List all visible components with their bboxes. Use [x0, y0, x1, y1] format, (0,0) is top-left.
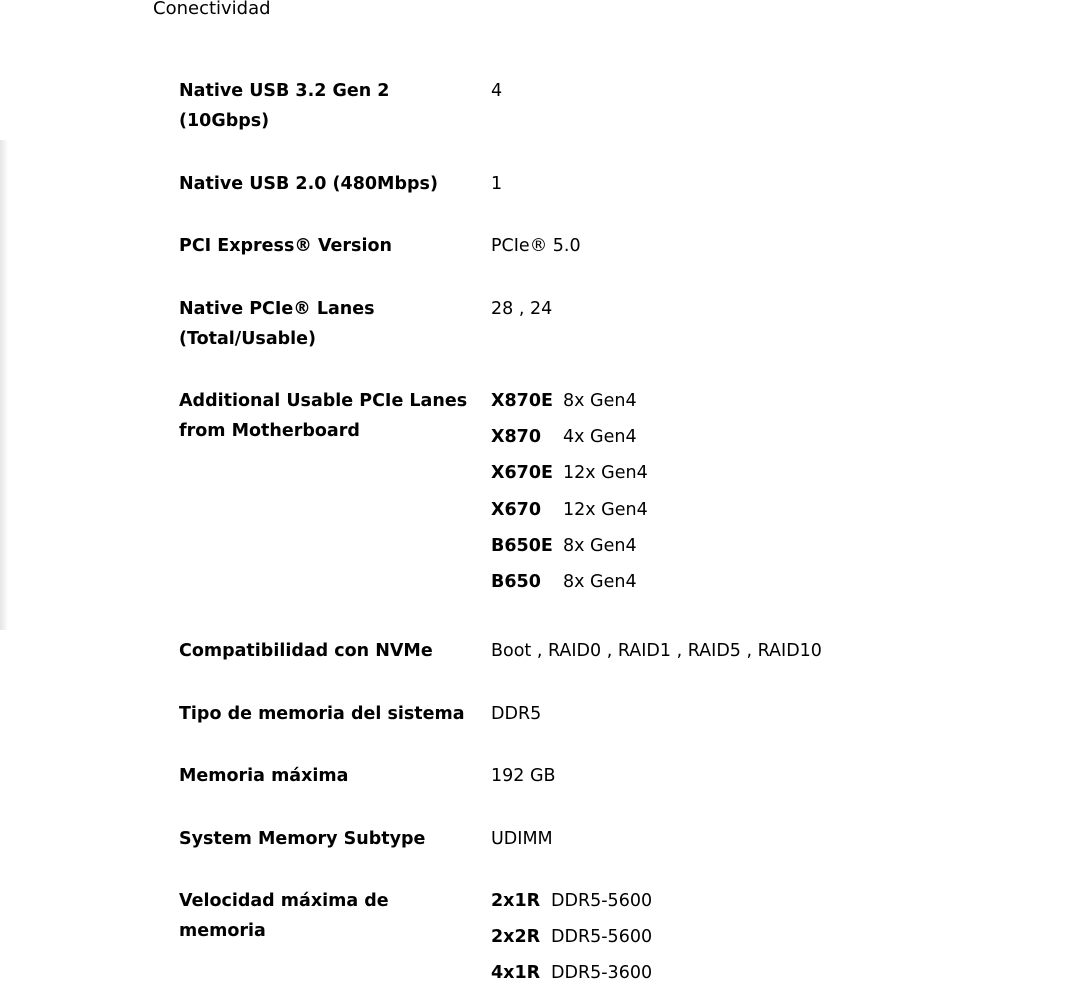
list-item: [491, 495, 648, 531]
spec-value: 4: [491, 81, 503, 101]
lane-count: 8x Gen4: [563, 391, 637, 411]
list-item: [491, 958, 652, 994]
spec-value: PCIe® 5.0: [491, 236, 581, 256]
list-item: [491, 567, 648, 603]
spec-label: System Memory Subtype: [179, 829, 426, 849]
spec-label: Native USB 2.0 (480Mbps): [179, 174, 438, 194]
list-item: [491, 386, 648, 422]
spec-value-list: [491, 386, 648, 603]
chipset-name: B650E: [491, 535, 553, 556]
spec-label: Velocidad máxima de memoria: [179, 891, 389, 941]
section-title: Conectividad: [153, 0, 271, 19]
list-item: [491, 458, 648, 494]
memory-config: 4x1R: [491, 963, 541, 984]
spec-value: DDR5: [491, 704, 542, 724]
list-item: [491, 886, 652, 922]
spec-value: Boot , RAID0 , RAID1 , RAID5 , RAID10: [491, 641, 822, 661]
spec-label: Native PCIe® Lanes (Total/Usable): [179, 299, 375, 349]
chipset-name: X870: [491, 427, 542, 448]
page-edge-shadow: [0, 140, 8, 630]
spec-value: 1: [491, 174, 503, 194]
chipset-name: X870E: [491, 391, 553, 411]
lane-count: 12x Gen4: [563, 499, 648, 520]
list-item: [491, 922, 652, 958]
list-item: [491, 422, 648, 458]
memory-speed: DDR5-3600: [551, 963, 653, 984]
chipset-name: B650: [491, 571, 541, 592]
memory-speed: DDR5-5600: [551, 927, 653, 948]
spec-label: Memoria máxima: [179, 766, 349, 786]
lane-count: 8x Gen4: [563, 571, 637, 592]
chipset-name: X670: [491, 499, 542, 520]
spec-label: Compatibilidad con NVMe: [179, 641, 433, 661]
spec-value: 28 , 24: [491, 299, 553, 319]
list-item: [491, 531, 648, 567]
memory-speed: DDR5-5600: [551, 891, 653, 911]
chipset-name: X670E: [491, 463, 553, 484]
memory-config: 2x2R: [491, 927, 541, 948]
lane-count: 8x Gen4: [563, 535, 637, 556]
spec-value-list: [491, 886, 652, 995]
lane-count: 4x Gen4: [563, 427, 637, 448]
spec-label: Additional Usable PCIe Lanes from Motherboard: [179, 391, 468, 441]
spec-value: UDIMM: [491, 829, 553, 849]
spec-label: Native USB 3.2 Gen 2 (10Gbps): [179, 81, 390, 131]
memory-config: 2x1R: [491, 891, 541, 911]
lane-count: 12x Gen4: [563, 463, 648, 484]
spec-label: Tipo de memoria del sistema: [179, 704, 465, 724]
spec-value: 192 GB: [491, 766, 556, 786]
spec-label: PCI Express® Version: [179, 236, 392, 256]
